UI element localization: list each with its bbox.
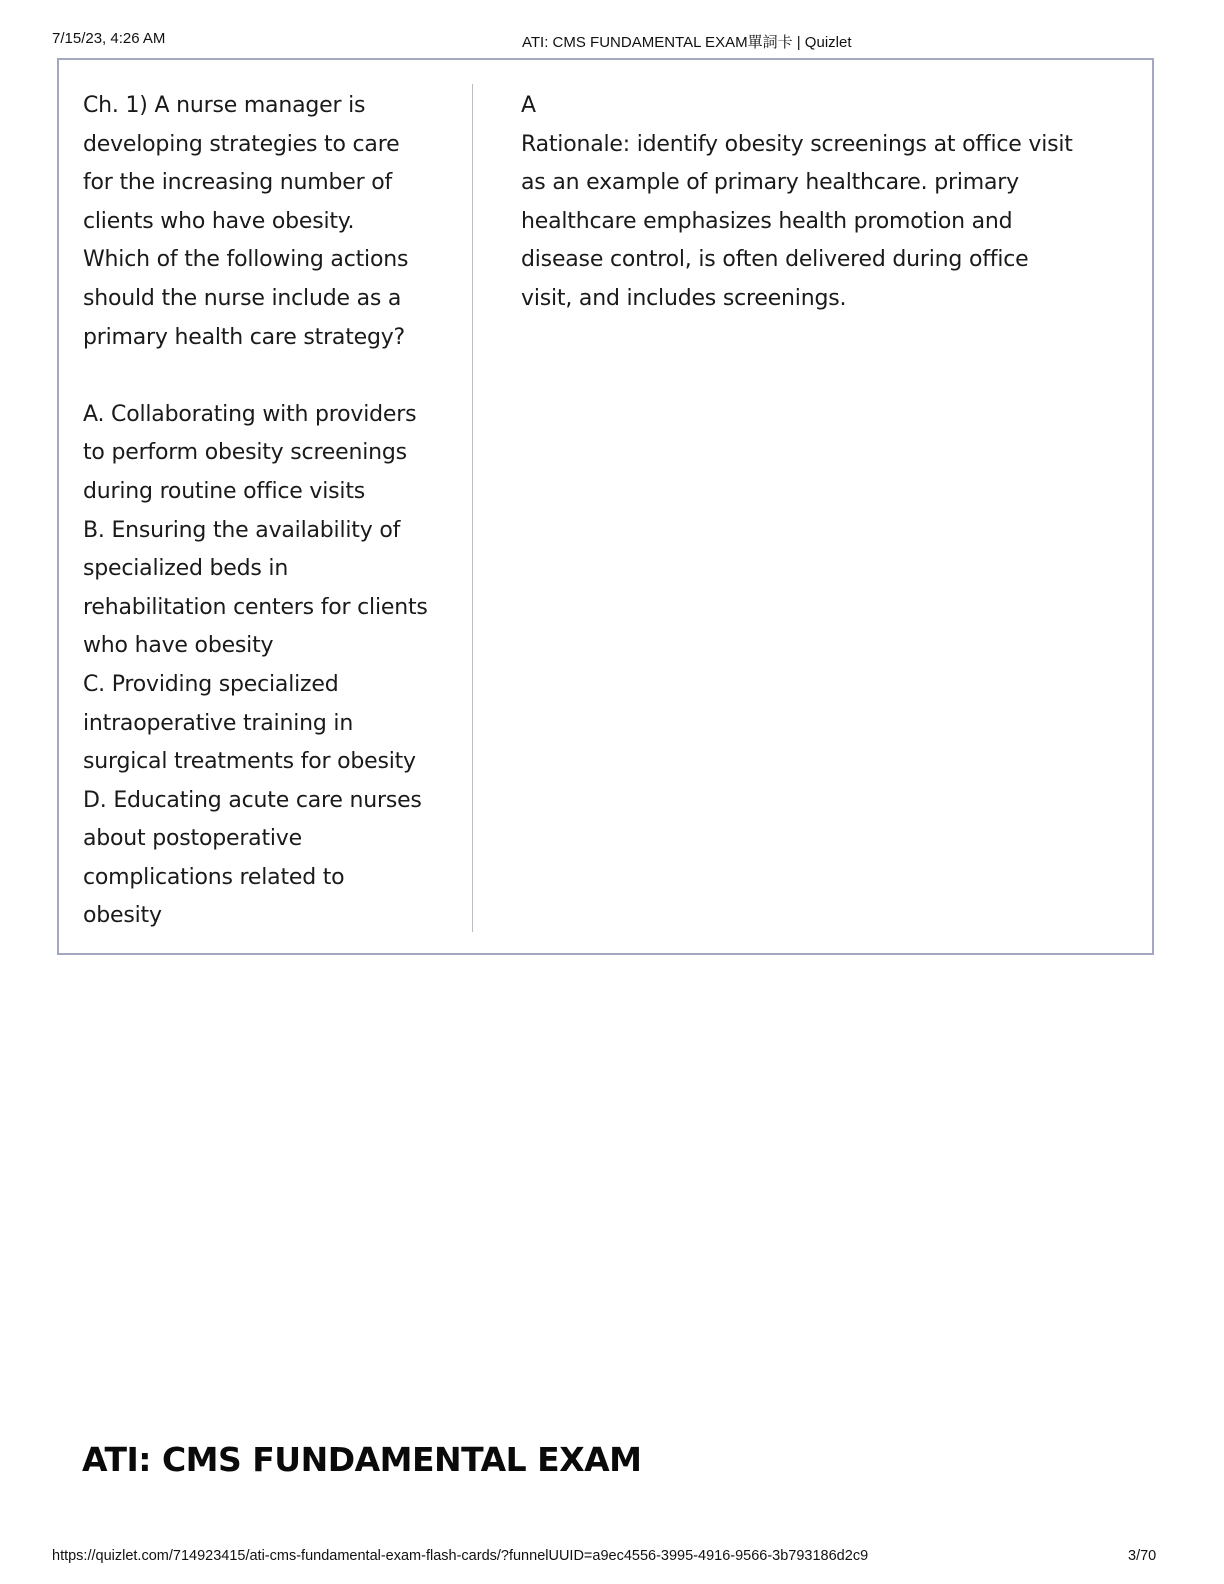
flashcard-term: Ch. 1) A nurse manager is developing strategies to care for the increasing number of clients who have obesity. Which of the following actions should the nurse include as a primary health care strategy? A. Collaborating with providers to perform obesity screenings during routine office visits B. Ensuring the availability of specialized beds in rehabilitation centers for clients who have obesity C. Providing specialized intraoperative training in surgical treatments for obesity D. Educating acute care nurses about postoperative complications related to obesity [83,93,428,929]
print-url: https://quizlet.com/714923415/ati-cms-fundamental-exam-flash-cards/?funnelUUID=a9ec4556-3995-4916-9566-3b793186d2c9 [52,1548,869,1564]
print-page-number: 3/70 [1128,1548,1157,1564]
flashcard-definition: A Rationale: identify obesity screenings at office visit as an example of primary healthcare. primary healthcare emphasizes health promotion and disease control, is often delivered during office visit, and includes screenings. [521,93,1073,311]
set-title: ATI: CMS FUNDAMENTAL EXAM [82,1440,642,1479]
flashcard [57,58,1154,955]
print-date: 7/15/23, 4:26 AM [52,30,166,47]
flashcard-divider [472,84,473,932]
print-page-title: ATI: CMS FUNDAMENTAL EXAM單詞卡 | Quizlet [522,34,852,51]
